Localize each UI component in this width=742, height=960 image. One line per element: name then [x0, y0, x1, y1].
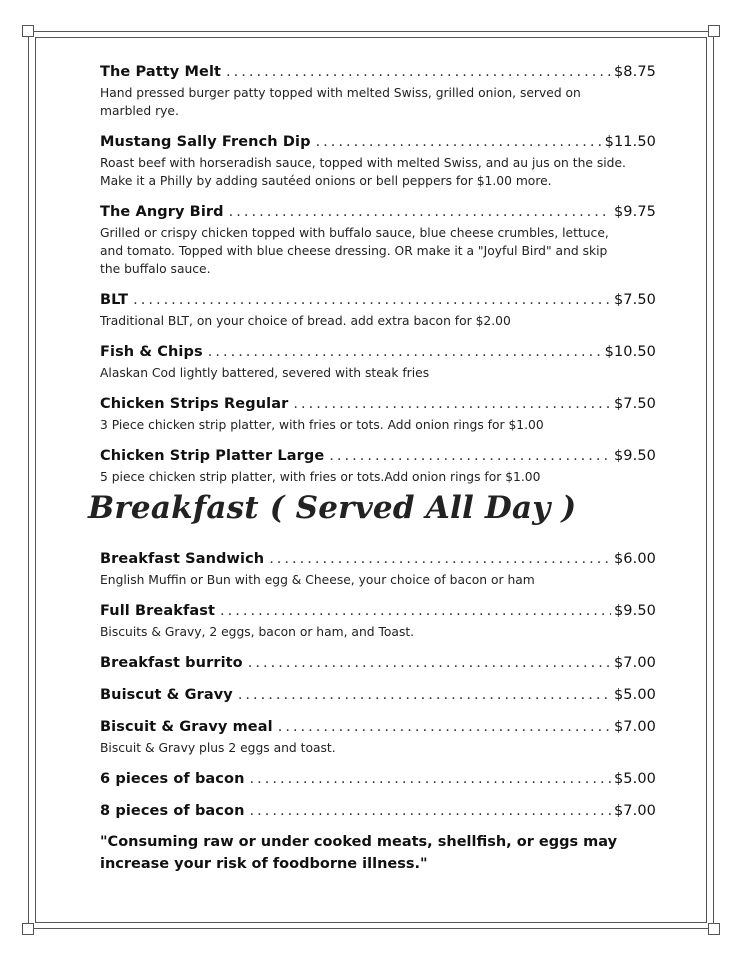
- dot-leader: [329, 444, 611, 468]
- item-name: Breakfast burrito: [100, 655, 243, 671]
- item-name: Breakfast Sandwich: [100, 551, 265, 567]
- item-price: $11.50: [604, 134, 656, 150]
- section-title-breakfast: Breakfast ( Served All Day ): [88, 490, 577, 526]
- food-safety-notice: "Consuming raw or under cooked meats, shellfish, or eggs may increase your risk of foodborne illness.": [100, 834, 618, 872]
- menu-item-chicken-strips-regular: [100, 392, 656, 434]
- menu-item-blt: [100, 288, 656, 330]
- item-price: $8.75: [613, 64, 656, 80]
- menu-item-angry-bird: [100, 200, 656, 278]
- item-name: Chicken Strip Platter Large: [100, 448, 325, 464]
- item-name: Fish & Chips: [100, 344, 203, 360]
- dot-leader: [220, 599, 611, 623]
- item-name: BLT: [100, 292, 129, 308]
- menu-item-breakfast-burrito: [100, 651, 656, 675]
- border-corner-bottom-left: [22, 923, 34, 935]
- item-description: Biscuits & Gravy, 2 eggs, bacon or ham, and Toast.: [100, 625, 415, 639]
- item-name: The Angry Bird: [100, 204, 224, 220]
- menu-item-fish-chips: [100, 340, 656, 382]
- item-description: 5 piece chicken strip platter, with fries or tots.Add onion rings for $1.00: [100, 470, 541, 484]
- menu-item-french-dip: [100, 130, 656, 190]
- dot-leader: [278, 715, 611, 739]
- menu-item-biscuit-gravy-meal: [100, 715, 656, 757]
- item-price: $7.00: [613, 719, 656, 735]
- menu-item-6-bacon: [100, 767, 656, 791]
- item-price: $7.00: [613, 803, 656, 819]
- item-price: $7.50: [613, 292, 656, 308]
- item-price: $9.50: [613, 448, 656, 464]
- item-price: $9.50: [613, 603, 656, 619]
- dot-leader: [238, 683, 611, 707]
- dot-leader: [250, 767, 611, 791]
- menu-item-patty-melt: [100, 60, 656, 120]
- item-price: $7.50: [613, 396, 656, 412]
- item-price: $9.75: [613, 204, 656, 220]
- dot-leader: [226, 60, 611, 84]
- menu-page: [100, 60, 656, 486]
- item-name: 6 pieces of bacon: [100, 771, 245, 787]
- dot-leader: [316, 130, 602, 154]
- item-name: The Patty Melt: [100, 64, 222, 80]
- item-description: Traditional BLT, on your choice of bread. add extra bacon for $2.00: [100, 314, 511, 328]
- item-name: Full Breakfast: [100, 603, 216, 619]
- menu-item-full-breakfast: [100, 599, 656, 641]
- item-price: $7.00: [613, 655, 656, 671]
- item-description: Grilled or crispy chicken topped with buffalo sauce, blue cheese crumbles, lettuce, and tomato. Topped with blue cheese dressing. OR make it a "Joyful Bird" and skip the buffalo sauce.: [100, 226, 609, 276]
- item-price: $5.00: [613, 771, 656, 787]
- dot-leader: [250, 799, 611, 823]
- menu-item-8-bacon: [100, 799, 656, 823]
- item-description: 3 Piece chicken strip platter, with fries or tots. Add onion rings for $1.00: [100, 418, 544, 432]
- breakfast-section: [100, 547, 656, 875]
- dot-leader: [248, 651, 611, 675]
- item-name: Chicken Strips Regular: [100, 396, 289, 412]
- item-description: Roast beef with horseradish sauce, topped with melted Swiss, and au jus on the side. Make it a Philly by adding sautéed onions or bell peppers for $1.00 more.: [100, 156, 626, 188]
- item-name: Mustang Sally French Dip: [100, 134, 311, 150]
- item-description: English Muffin or Bun with egg & Cheese, your choice of bacon or ham: [100, 573, 535, 587]
- dot-leader: [269, 547, 611, 571]
- item-name: Buiscut & Gravy: [100, 687, 233, 703]
- dot-leader: [229, 200, 611, 224]
- menu-item-chicken-strip-platter-large: [100, 444, 656, 486]
- border-corner-bottom-right: [708, 923, 720, 935]
- item-price: $10.50: [604, 344, 656, 360]
- item-price: $5.00: [613, 687, 656, 703]
- item-description: Alaskan Cod lightly battered, severed with steak fries: [100, 366, 430, 380]
- item-name: Biscuit & Gravy meal: [100, 719, 273, 735]
- dot-leader: [293, 392, 611, 416]
- item-price: $6.00: [613, 551, 656, 567]
- item-description: Hand pressed burger patty topped with melted Swiss, grilled onion, served on marbled rye.: [100, 86, 581, 118]
- item-name: 8 pieces of bacon: [100, 803, 245, 819]
- border-corner-top-left: [22, 25, 34, 37]
- border-corner-top-right: [708, 25, 720, 37]
- dot-leader: [208, 340, 602, 364]
- menu-item-breakfast-sandwich: [100, 547, 656, 589]
- dot-leader: [133, 288, 611, 312]
- item-description: Biscuit & Gravy plus 2 eggs and toast.: [100, 741, 336, 755]
- menu-item-biscuit-gravy: [100, 683, 656, 707]
